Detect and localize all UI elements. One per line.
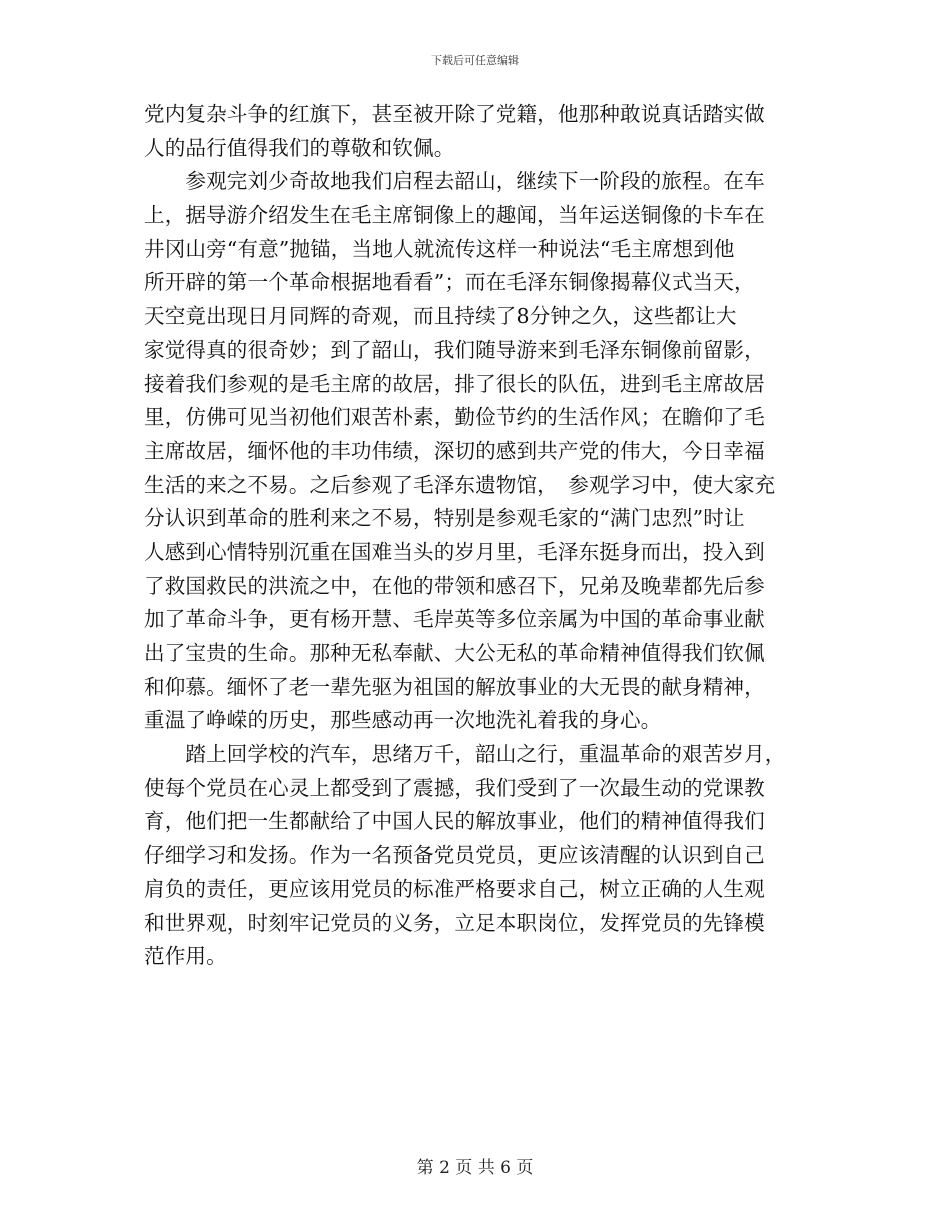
- text-line: 人的品行值得我们的尊敬和钦佩。: [144, 135, 455, 160]
- page-number-footer: 第 2 页 共 6 页: [416, 1158, 534, 1178]
- text-line: 生活的来之不易。之后参观了毛泽东遗物馆， 参观学习中，使大家充: [144, 472, 776, 497]
- text-line: 家觉得真的很奇妙；到了韶山，我们随导游来到毛泽东铜像前留影，: [144, 337, 765, 362]
- text-line: 天空竟出现日月同辉的奇观，而且持续了8分钟之久，这些都让大: [144, 304, 737, 329]
- text-line: 踏上回学校的汽车，思绪万千，韶山之行，重温革命的艰苦岁月，: [144, 742, 786, 767]
- document-body: [144, 98, 820, 974]
- text-line: 参观完刘少奇故地我们启程去韶山，继续下一阶段的旅程。在车: [144, 169, 765, 194]
- text-line: 里，仿佛可见当初他们艰苦朴素，勤俭节约的生活作风；在瞻仰了毛: [144, 405, 765, 430]
- text-line: 重温了峥嵘的历史，那些感动再一次地洗礼着我的身心。: [144, 708, 662, 733]
- text-line: 育，他们把一生都献给了中国人民的解放事业，他们的精神值得我们: [144, 809, 765, 834]
- text-line: 了救国救民的洪流之中，在他的带领和感召下，兄弟及晚辈都先后参: [144, 573, 765, 598]
- text-line: 人感到心情特别沉重在国难当头的岁月里，毛泽东挺身而出，投入到: [144, 539, 765, 564]
- text-line: 和世界观，时刻牢记党员的义务，立足本职岗位，发挥党员的先锋模: [144, 910, 765, 935]
- text-line: 接着我们参观的是毛主席的故居，排了很长的队伍，进到毛主席故居: [144, 371, 765, 396]
- text-line: 范作用。: [144, 944, 227, 969]
- text-line: 仔细学习和发扬。作为一名预备党员党员，更应该清醒的认识到自己: [144, 843, 765, 868]
- text-line: 出了宝贵的生命。那种无私奉献、大公无私的革命精神值得我们钦佩: [144, 641, 765, 665]
- text-line: 分认识到革命的胜利来之不易，特别是参观毛家的“满门忠烈”时让: [144, 506, 745, 531]
- text-line: 上，据导游介绍发生在毛主席铜像上的趣闻，当年运送铜像的卡车在: [144, 203, 765, 228]
- text-line: 党内复杂斗争的红旗下，甚至被开除了党籍，他那种敢说真话踏实做: [144, 102, 765, 126]
- text-line: 和仰慕。缅怀了老一辈先驱为祖国的解放事业的大无畏的献身精神，: [144, 674, 765, 699]
- text-line: 井冈山旁“有意”抛锚，当地人就流传这样一种说法“毛主席想到他: [144, 236, 735, 261]
- text-line: 加了革命斗争，更有杨开慧、毛岸英等多位亲属为中国的革命事业献: [144, 607, 765, 632]
- text-line: 肩负的责任，更应该用党员的标准严格要求自己，树立正确的人生观: [144, 876, 765, 901]
- text-line: 使每个党员在心灵上都受到了震撼，我们受到了一次最生动的党课教: [144, 775, 765, 800]
- text-line: 所开辟的第一个革命根据地看看”；而在毛泽东铜像揭幕仪式当天，: [144, 270, 755, 295]
- page-header: 下载后可任意编辑: [431, 54, 519, 67]
- text-line: 主席故居，缅怀他的丰功伟绩，深切的感到共产党的伟大，今日幸福: [144, 438, 765, 463]
